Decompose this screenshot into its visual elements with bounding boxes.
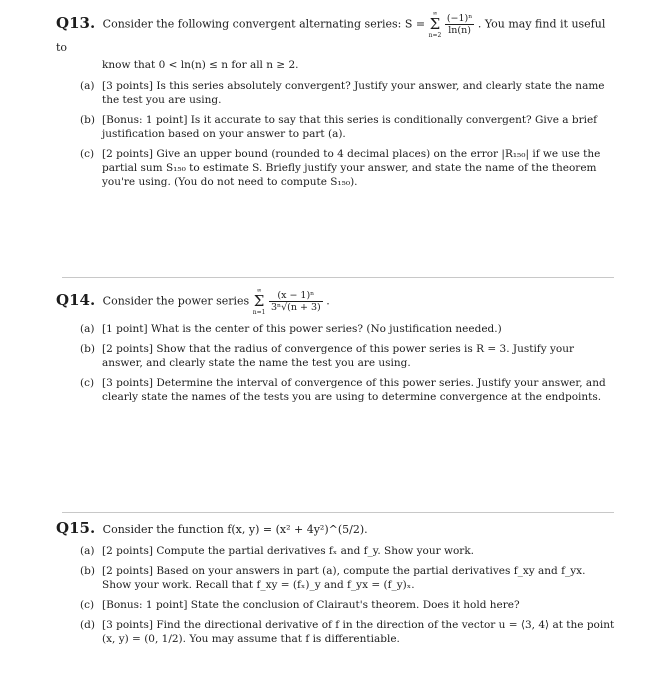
q14-header: [56, 287, 618, 316]
part-label: (d): [80, 619, 95, 631]
points-label: [Bonus: 1 point]: [102, 599, 188, 611]
separator: [62, 277, 614, 278]
q14-sum-upper: ∞: [256, 287, 262, 294]
q13-fraction: [445, 13, 475, 36]
q14-sum-lower: n=1: [252, 309, 266, 316]
part-text: Show that the radius of convergence of this power series is R = 3. Justify your answer, and clearly state the name the test you are using.: [102, 343, 574, 369]
question-15: [56, 520, 618, 646]
points-label: [2 points]: [102, 343, 153, 355]
points-label: [3 points]: [102, 80, 153, 92]
part-label: (a): [80, 80, 95, 92]
part-label: (a): [80, 323, 95, 335]
part-text: Based on your answers in part (a), compute the partial derivatives f_xy and f_yx. Show your work. Recall that f_xy = (fₓ)_y and f_yx = (f_y)ₓ.: [102, 565, 586, 591]
part-text: Compute the partial derivatives fₓ and f_y. Show your work.: [156, 545, 475, 557]
sigma-symbol: Σ: [429, 15, 441, 33]
q15-part-b: [56, 564, 618, 592]
part-text: State the conclusion of Clairaut's theorem. Does it hold here?: [190, 599, 520, 611]
q14-intro-cont: .: [326, 294, 330, 308]
part-label: (b): [80, 114, 95, 126]
points-label: [2 points]: [102, 565, 153, 577]
q13-header: [56, 10, 618, 56]
separator: [62, 512, 614, 513]
points-label: [3 points]: [102, 377, 153, 389]
q13-hint: know that 0 < ln(n) ≤ n for all n ≥ 2.: [102, 59, 299, 71]
part-label: (c): [80, 148, 95, 160]
q13-intro: Consider the following convergent alternating series: S =: [102, 17, 426, 31]
part-label: (a): [80, 545, 95, 557]
q13-summation: [429, 10, 442, 39]
part-text: Is this series absolutely convergent? Justify your answer, and clearly state the name the test you are using.: [102, 80, 605, 106]
question-13: [56, 10, 618, 189]
part-label: (c): [80, 599, 95, 611]
q15-part-a: [56, 544, 618, 558]
q14-fraction: [269, 290, 323, 313]
part-label: (c): [80, 377, 95, 389]
q13-part-c: [56, 147, 618, 189]
q15-intro: Consider the function f(x, y) = (x² + 4y²)^(5/2).: [102, 523, 368, 536]
part-text: Find the directional derivative of f in the direction of the vector u = ⟨3, 4⟩ at the point (x, y) = (0, 1/2). You may assume that f is differentiable.: [102, 619, 615, 645]
q15-number: Q15.: [56, 519, 96, 537]
part-text: Determine the interval of convergence of this power series. Justify your answer, and clearly state the names of the tests you are using to determine convergence at the endpoints.: [102, 377, 606, 403]
part-label: (b): [80, 565, 95, 577]
q15-part-c: [56, 598, 618, 612]
part-text: Give an upper bound (rounded to 4 decimal places) on the error |R₁₅₀| if we use the partial sum S₁₅₀ to estimate S. Briefly justify your answer, and state the name of the theorem you're using. (You do not need to compute S₁₅₀).: [102, 148, 601, 188]
q13-number: Q13.: [56, 13, 96, 32]
part-label: (b): [80, 343, 95, 355]
points-label: [3 points]: [102, 619, 153, 631]
q13-intro-cont: . You may find it useful to: [56, 17, 606, 54]
sigma-symbol: Σ: [253, 292, 265, 310]
q14-part-c: [56, 376, 618, 404]
q13-frac-denominator: ln(n): [448, 25, 471, 36]
q15-header: [56, 520, 618, 538]
part-text: What is the center of this power series? (No justification needed.): [150, 323, 502, 335]
q14-number: Q14.: [56, 290, 96, 309]
q13-sum-lower: n=2: [428, 32, 442, 39]
question-14: [56, 287, 618, 404]
q14-frac-denominator: 3ⁿ√(n + 3): [270, 302, 321, 313]
q13-frac-numerator: (−1)ⁿ: [446, 13, 473, 24]
points-label: [1 point]: [102, 323, 148, 335]
points-label: [Bonus: 1 point]: [102, 114, 188, 126]
q13-part-b: [56, 113, 618, 141]
q15-part-d: [56, 618, 618, 646]
points-label: [2 points]: [102, 545, 153, 557]
points-label: [2 points]: [102, 148, 153, 160]
q14-intro: Consider the power series: [102, 294, 250, 308]
q14-summation: [253, 287, 266, 316]
part-text: Is it accurate to say that this series is conditionally convergent? Give a brief justification based on your answer to part (a).: [102, 114, 598, 140]
q14-frac-numerator: (x − 1)ⁿ: [269, 290, 323, 302]
q14-part-b: [56, 342, 618, 370]
q13-sum-upper: ∞: [432, 10, 438, 17]
q14-part-a: [56, 322, 618, 336]
q13-part-a: [56, 79, 618, 107]
